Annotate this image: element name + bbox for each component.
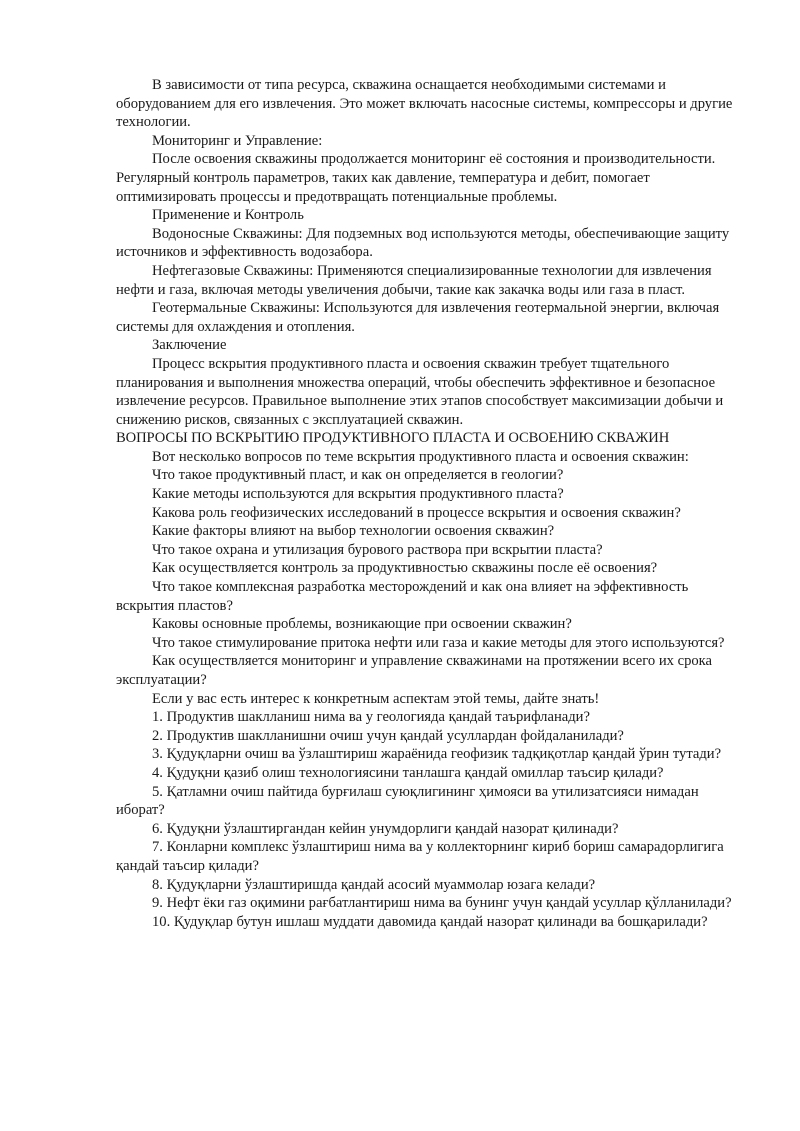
paragraph-oil-gas-wells: Нефтегазовые Скважины: Применяются специализированные технологии для извлечения нефти и газа, включая методы увеличения добычи, такие как закачка воды или газа в пласт. [116,262,712,298]
paragraph-conclusion: Процесс вскрытия продуктивного пласта и освоения скважин требует тщательного планирования и выполнения множества операций, чтобы обеспечить эффективное и безопасное извлечение ресурсов. Правильное выполнение этих этапов способствует максимизации добычи и снижению рисков, связанных с эксплуатацией скважин. [116,355,724,428]
paragraph-monitoring: После освоения скважины продолжается мониторинг её состояния и производительности. Регулярный контроль параметров, таких как давление, температура и дебит, помогает оптимизировать процессы и предотвращать потенциальные проблемы. [116,151,716,205]
question-ru-10: Как осуществляется мониторинг и управление скважинами на протяжении всего их срока эксплуатации? [116,653,713,688]
section-heading: ВОПРОСЫ ПО ВСКРЫТИЮ ПРОДУКТИВНОГО ПЛАСТА И ОСВОЕНИЮ СКВАЖИН [116,430,670,447]
paragraph-geothermal-wells: Геотермальные Скважины: Используются для извлечения геотермальной энергии, включая системы для охлаждения и отопления. [116,300,720,335]
paragraph-equipment: В зависимости от типа ресурса, скважина оснащается необходимыми системами и оборудованием для его извлечения. Это может включать насосные системы, компрессоры и другие технологии. [116,77,733,131]
subheading-monitoring: Мониторинг и Управление: [152,132,323,149]
subheading-application: Применение и Контроль [152,207,304,224]
question-ru-8: Каковы основные проблемы, возникающие при освоении скважин? [152,616,572,633]
paragraph-water-wells: Водоносные Скважины: Для подземных вод используются методы, обеспечивающие защиту источников и эффективность водозабора. [116,225,730,261]
question-uz-8: 8. Қудуқларни ўзлаштиришда қандай асосий муаммолар юзага келади? [152,876,596,893]
question-uz-7: 7. Конларни комплекс ўзлаштириш нима ва у коллекторнинг кириб бориш самарадорлигига қандай таъсир қилади? [116,839,724,874]
question-ru-9: Что такое стимулирование притока нефти или газа и какие методы для этого используются? [152,634,725,651]
question-uz-3: 3. Қудуқларни очиш ва ўзлаштириш жараёнида геофизик тадқиқотлар қандай ўрин тутади? [152,746,722,763]
question-ru-1: Что такое продуктивный пласт, и как он определяется в геологии? [152,467,564,484]
closing-remark: Если у вас есть интерес к конкретным аспектам этой темы, дайте знать! [152,690,600,707]
question-ru-7: Что такое комплексная разработка месторождений и как она влияет на эффективность вскрытия пластов? [116,579,689,614]
question-ru-2: Какие методы используются для вскрытия продуктивного пласта? [152,486,564,503]
question-uz-4: 4. Қудуқни қазиб олиш технологиясини танлашга қандай омиллар таъсир қилади? [152,764,664,781]
question-uz-9: 9. Нефт ёки газ оқимини рағбатлантириш нима ва бунинг учун қандай усуллар қўлланилади? [152,895,732,912]
question-ru-4: Какие факторы влияют на выбор технологии освоения скважин? [152,523,555,540]
questions-intro: Вот несколько вопросов по теме вскрытия продуктивного пласта и освоения скважин: [152,448,689,465]
question-ru-5: Что такое охрана и утилизация бурового раствора при вскрытии пласта? [152,541,603,558]
document-page [116,76,742,931]
question-ru-6: Как осуществляется контроль за продуктивностью скважины после её освоения? [152,560,658,577]
question-uz-10: 10. Қудуқлар бутун ишлаш муддати давомида қандай назорат қилинади ва бошқарилади? [152,913,708,930]
subheading-conclusion: Заключение [152,337,227,354]
question-uz-2: 2. Продуктив шаклланишни очиш учун қандай усуллардан фойдаланилади? [152,727,624,744]
question-uz-1: 1. Продуктив шаклланиш нима ва у геологияда қандай таърифланади? [152,709,590,726]
question-uz-6: 6. Қудуқни ўзлаштиргандан кейин унумдорлиги қандай назорат қилинади? [152,820,619,837]
question-ru-3: Какова роль геофизических исследований в процессе вскрытия и освоения скважин? [152,504,681,521]
question-uz-5: 5. Қатламни очиш пайтида бурғилаш суюқлигининг ҳимояси ва утилизатсияси нимадан иборат? [116,783,699,819]
